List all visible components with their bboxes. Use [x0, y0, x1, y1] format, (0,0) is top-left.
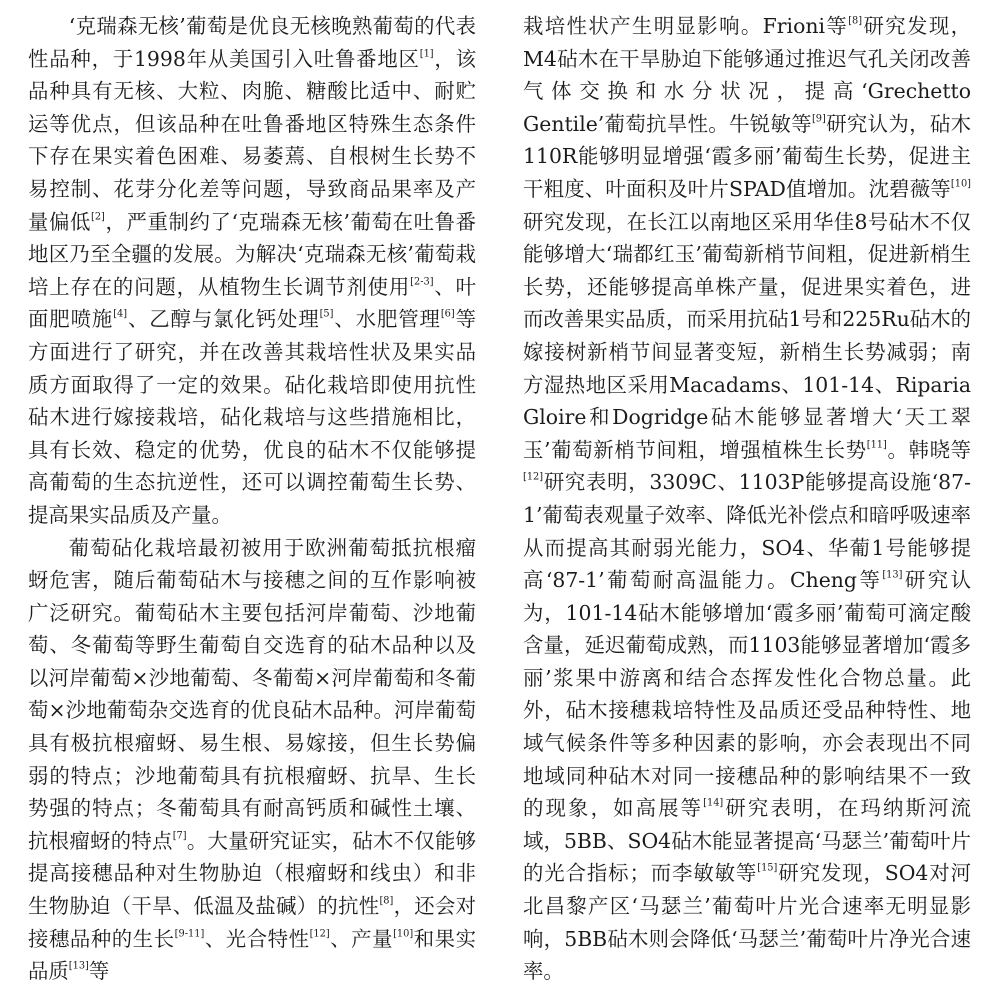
- text-run: 研究认为，101-14砧木能够增加‘霞多丽’葡萄可滴定酸含量，延迟葡萄成熟，而1103能够显著增加‘霞多丽’浆果中游离和结合态挥发性化合物总量。此外，砧木接穗栽培特性及品质还受品种特性、地域气候条件等多种因素的影响，亦会表现出不同地域同种砧木对同一接穗品种的影响结果不一致的现象，如高展等: [523, 568, 972, 821]
- citation-superscript: [9]: [811, 113, 826, 125]
- citation-superscript: [11]: [866, 439, 887, 451]
- text-run: ‘克瑞森无核’葡萄是优良无核晚熟葡萄的代表性品种，于1998年从美国引入吐鲁番地区: [28, 14, 476, 71]
- left-column: [28, 10, 476, 988]
- citation-superscript: [14]: [703, 797, 724, 809]
- text-run: 葡萄砧化栽培最初被用于欧洲葡萄抵抗根瘤蚜危害，随后葡萄砧木与接穗之间的互作影响被广泛研究。葡萄砧木主要包括河岸葡萄、沙地葡萄、冬葡萄等野生葡萄自交选育的砧木品种以及以河岸葡萄×沙地葡萄、冬葡萄×河岸葡萄和冬葡萄×沙地葡萄杂交选育的优良砧木品种。河岸葡萄具有极抗根瘤蚜、易生根、易嫁接，但生长势偏弱的特点；沙地葡萄具有抗根瘤蚜、抗旱、生长势强的特点；冬葡萄具有耐高钙质和碱性土壤、抗根瘤蚜的特点: [28, 535, 476, 853]
- text-run: 、产量: [329, 926, 394, 951]
- text-run: ，还会对接穗品种的生长: [28, 894, 477, 951]
- text-run: 和果实品质: [28, 926, 477, 984]
- text-run: 、光合特性: [204, 926, 310, 951]
- text-run: 、乙醇与氯化钙处理: [127, 307, 320, 332]
- citation-superscript: [13]: [882, 569, 903, 581]
- citation-superscript: [13]: [68, 960, 89, 972]
- text-run: 。大量研究证实，砧木不仅能够提高接穗品种对生物胁迫（根瘤蚜和线虫）和非生物胁迫（干旱、低温及盐碱）的抗性: [28, 828, 477, 919]
- citation-superscript: [6]: [440, 309, 455, 321]
- citation-superscript: [5]: [319, 309, 334, 321]
- citation-superscript: [4]: [113, 309, 128, 321]
- text-run: 研究表明，在玛纳斯河流域，5BB、SO4砧木能显著提高‘马瑟兰’葡萄叶片的光合指标；而李敏敏等: [523, 796, 971, 886]
- paragraph: [28, 10, 476, 532]
- paragraph: [28, 532, 476, 988]
- text-run: 。韩晓等: [886, 437, 971, 462]
- citation-superscript: [12]: [309, 928, 330, 940]
- paragraph: [523, 10, 971, 988]
- citation-superscript: [15]: [757, 863, 778, 875]
- citation-superscript: [2-3]: [410, 276, 434, 288]
- text-run: 研究发现，在长江以南地区采用华佳8号砧木不仅能够增大‘瑞都红玉’葡萄新梢节间粗，促进新梢生长势，还能够提高单株产量，促进果实着色，进而改善果实品质，而采用抗砧1号和225Ru砧木的嫁接树新梢节间显著变短，新梢生长势减弱；南方湿热地区采用Macadams、101-14、Riparia Gloire和Dogridge砧木能够显著增大‘天工翠玉’葡萄新梢节间粗，增强植株生长势: [523, 209, 971, 462]
- citation-superscript: [9-11]: [174, 928, 205, 940]
- text-run: 栽培性状产生明显影响。Frioni等: [523, 14, 849, 38]
- text-run: 研究认为，砧木110R能够明显增强‘霞多丽’葡萄生长势，促进主干粗度、叶面积及叶片SPAD值增加。沈碧薇等: [523, 111, 971, 201]
- citation-superscript: [12]: [523, 472, 544, 484]
- text-run: 研究发现，SO4对河北昌黎产区‘马瑟兰’葡萄叶片光合速率无明显影响，5BB砧木则会降低‘马瑟兰’葡萄叶片净光合速率。: [523, 861, 971, 984]
- text-run: 等: [88, 959, 110, 984]
- text-run: 、水肥管理: [333, 307, 441, 332]
- text-run: 等方面进行了研究，并在改善其栽培性状及果实品质方面取得了一定的效果。砧化栽培即使用抗性砧木进行嫁接栽培，砧化栽培与这些措施相比，具有长效、稳定的优势，优良的砧木不仅能够提高葡萄的生态抗逆性，还可以调控葡萄生长势、提高果实品质及产量。: [28, 307, 477, 527]
- citation-superscript: [10]: [393, 928, 414, 940]
- citation-superscript: [8]: [379, 895, 394, 907]
- right-column: [523, 10, 971, 988]
- citation-superscript: [7]: [172, 830, 187, 842]
- text-run: 、叶面肥喷施: [28, 274, 477, 332]
- citation-superscript: [10]: [950, 178, 971, 190]
- text-run: ，该品种具有无核、大粒、肉脆、糖酸比适中、耐贮运等优点，但该品种在吐鲁番地区特殊生态条件下存在果实着色困难、易萎蔫、自根树生长势不易控制、花芽分化差等问题，导致商品果率及产量偏低: [28, 46, 476, 234]
- text-run: ，严重制约了‘克瑞森无核’葡萄在吐鲁番地区乃至全疆的发展。为解决‘克瑞森无核’葡萄栽培上存在的问题，从植物生长调节剂使用: [28, 209, 476, 299]
- text-run: 研究表明，3309C、1103P能够提高设施‘87-1’葡萄表观量子效率、降低光补偿点和暗呼吸速率从而提高其耐弱光能力，SO4、华葡1号能够提高‘87-1’葡萄耐高温能力。Cheng等: [523, 470, 971, 593]
- citation-superscript: [2]: [91, 211, 105, 223]
- text-run: 研究发现，M4砧木在干旱胁迫下能够通过推迟气孔关闭改善气体交换和水分状况，提高‘Grechetto Gentile’葡萄抗旱性。牛锐敏等: [523, 14, 971, 136]
- citation-superscript: [8]: [848, 15, 863, 27]
- citation-superscript: [1]: [419, 48, 434, 60]
